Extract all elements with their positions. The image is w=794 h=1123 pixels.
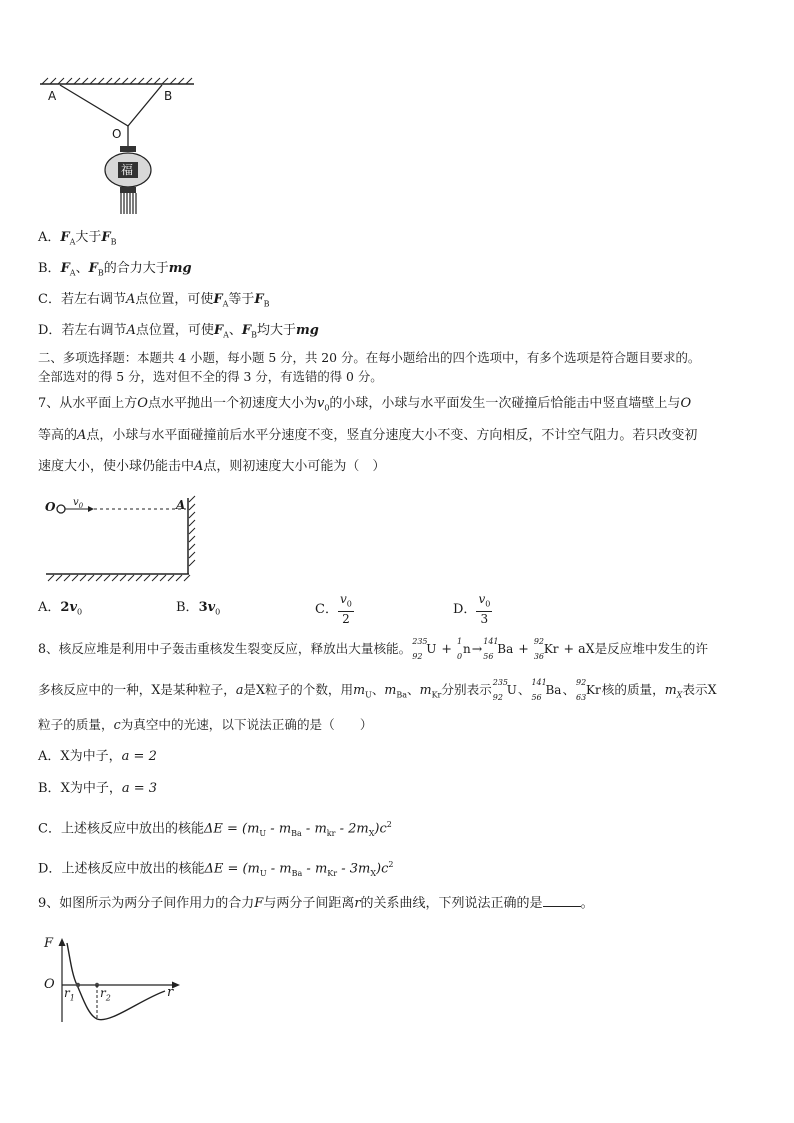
graph-r-axis-label: r — [167, 985, 174, 1000]
q9-stem: 9、如图所示为两分子间作用力的合力F与两分子间距离r的关系曲线，下列说法正确的是 。 — [38, 896, 594, 911]
q7-line2: 等高的A点，小球与水平面碰撞前后水平分速度不变，竖直分速度大小不变、方向相反，不计空气阻力。若只改变初 — [38, 428, 698, 443]
q7-option-a[interactable]: A．$2v_0$ — [38, 600, 83, 617]
q7-option-d[interactable]: D． $\frac{v_0}{3}$ — [453, 592, 491, 627]
point-o-label: O — [112, 127, 122, 141]
graph-r1-label: $r_1$ — [64, 986, 75, 1003]
section-header-line1: 二、多项选择题：本题共 4 小题，每小题 5 分，共 20 分。在每小题给出的四个选项中，有多个选项是符合题目要求的。 — [38, 350, 701, 365]
q6-option-c[interactable]: C．若左右调节A点位置，可使$F_A$等于$F_B$ — [38, 292, 270, 309]
q8-line3: 粒子的质量，c为真空中的光速，以下说法正确的是（ ） — [38, 717, 373, 732]
graph-origin-label: O — [44, 977, 55, 992]
v0-label: $v_0$ — [73, 497, 84, 510]
q6-option-a[interactable]: A．$F_A$大于$F_B$ — [38, 230, 117, 247]
lantern-char: 福 — [121, 163, 134, 177]
graph-r2-label: $r_2$ — [100, 986, 111, 1003]
q8-option-a[interactable]: A．X为中子，a = 2 — [38, 749, 157, 764]
point-a-label: A — [48, 89, 57, 103]
q8-option-d[interactable]: D．上述核反应中放出的核能$\Delta E = (m_U - m_{Ba} - m_{Kr} - 3m_X)c^2$ — [38, 860, 394, 878]
section-header-line2: 全部选对的得 5 分，选对但不全的得 3 分，有选错的得 0 分。 — [38, 369, 383, 384]
q8-option-b[interactable]: B．X为中子，a = 3 — [38, 781, 158, 796]
q6-option-b[interactable]: B．$F_A$、$F_B$的合力大于mg — [38, 261, 192, 278]
point-a-label: A — [176, 498, 186, 512]
q8-option-c[interactable]: C．上述核反应中放出的核能$\Delta E = (m_U - m_{Ba} - m_{kr} - 2m_X)c^2$ — [38, 820, 392, 838]
point-o-label: O — [45, 500, 56, 514]
graph-f-label: F — [44, 936, 54, 951]
q7-option-c[interactable]: C． $\frac{v_0}{2}$ — [315, 592, 352, 627]
q8-line1: 8、核反应堆是利用中子轰击重核发生裂变反应，释放出大量核能。 235 92 U + 1 0 n→ 141 56 Ba + 92 36 Kr + aX是反应堆中发生的许 — [38, 637, 708, 661]
point-b-label: B — [164, 89, 173, 103]
q6-option-d[interactable]: D．若左右调节A点位置，可使$F_A$、$F_B$均大于mg — [38, 323, 319, 340]
q7-line1: 7、从水平面上方O点水平抛出一个初速度大小为$v_0$的小球，小球与水平面发生一次碰撞后恰能击中竖直墙壁上与O — [38, 396, 692, 413]
q7-option-b[interactable]: B．$3v_0$ — [176, 600, 221, 617]
option-letter: A． — [38, 230, 61, 245]
q7-line3: 速度大小，使小球仍能击中A点，则初速度大小可能为（ ） — [38, 459, 386, 474]
q8-line2: 多核反应中的一种，X是某种粒子，a是X粒子的个数，用$m_U$、$m_{Ba}$、$m_{Kr}$分别表示 235 92 U、 141 56 Ba、 92 63 Kr核的质量，$m_X$表示X — [38, 678, 717, 702]
